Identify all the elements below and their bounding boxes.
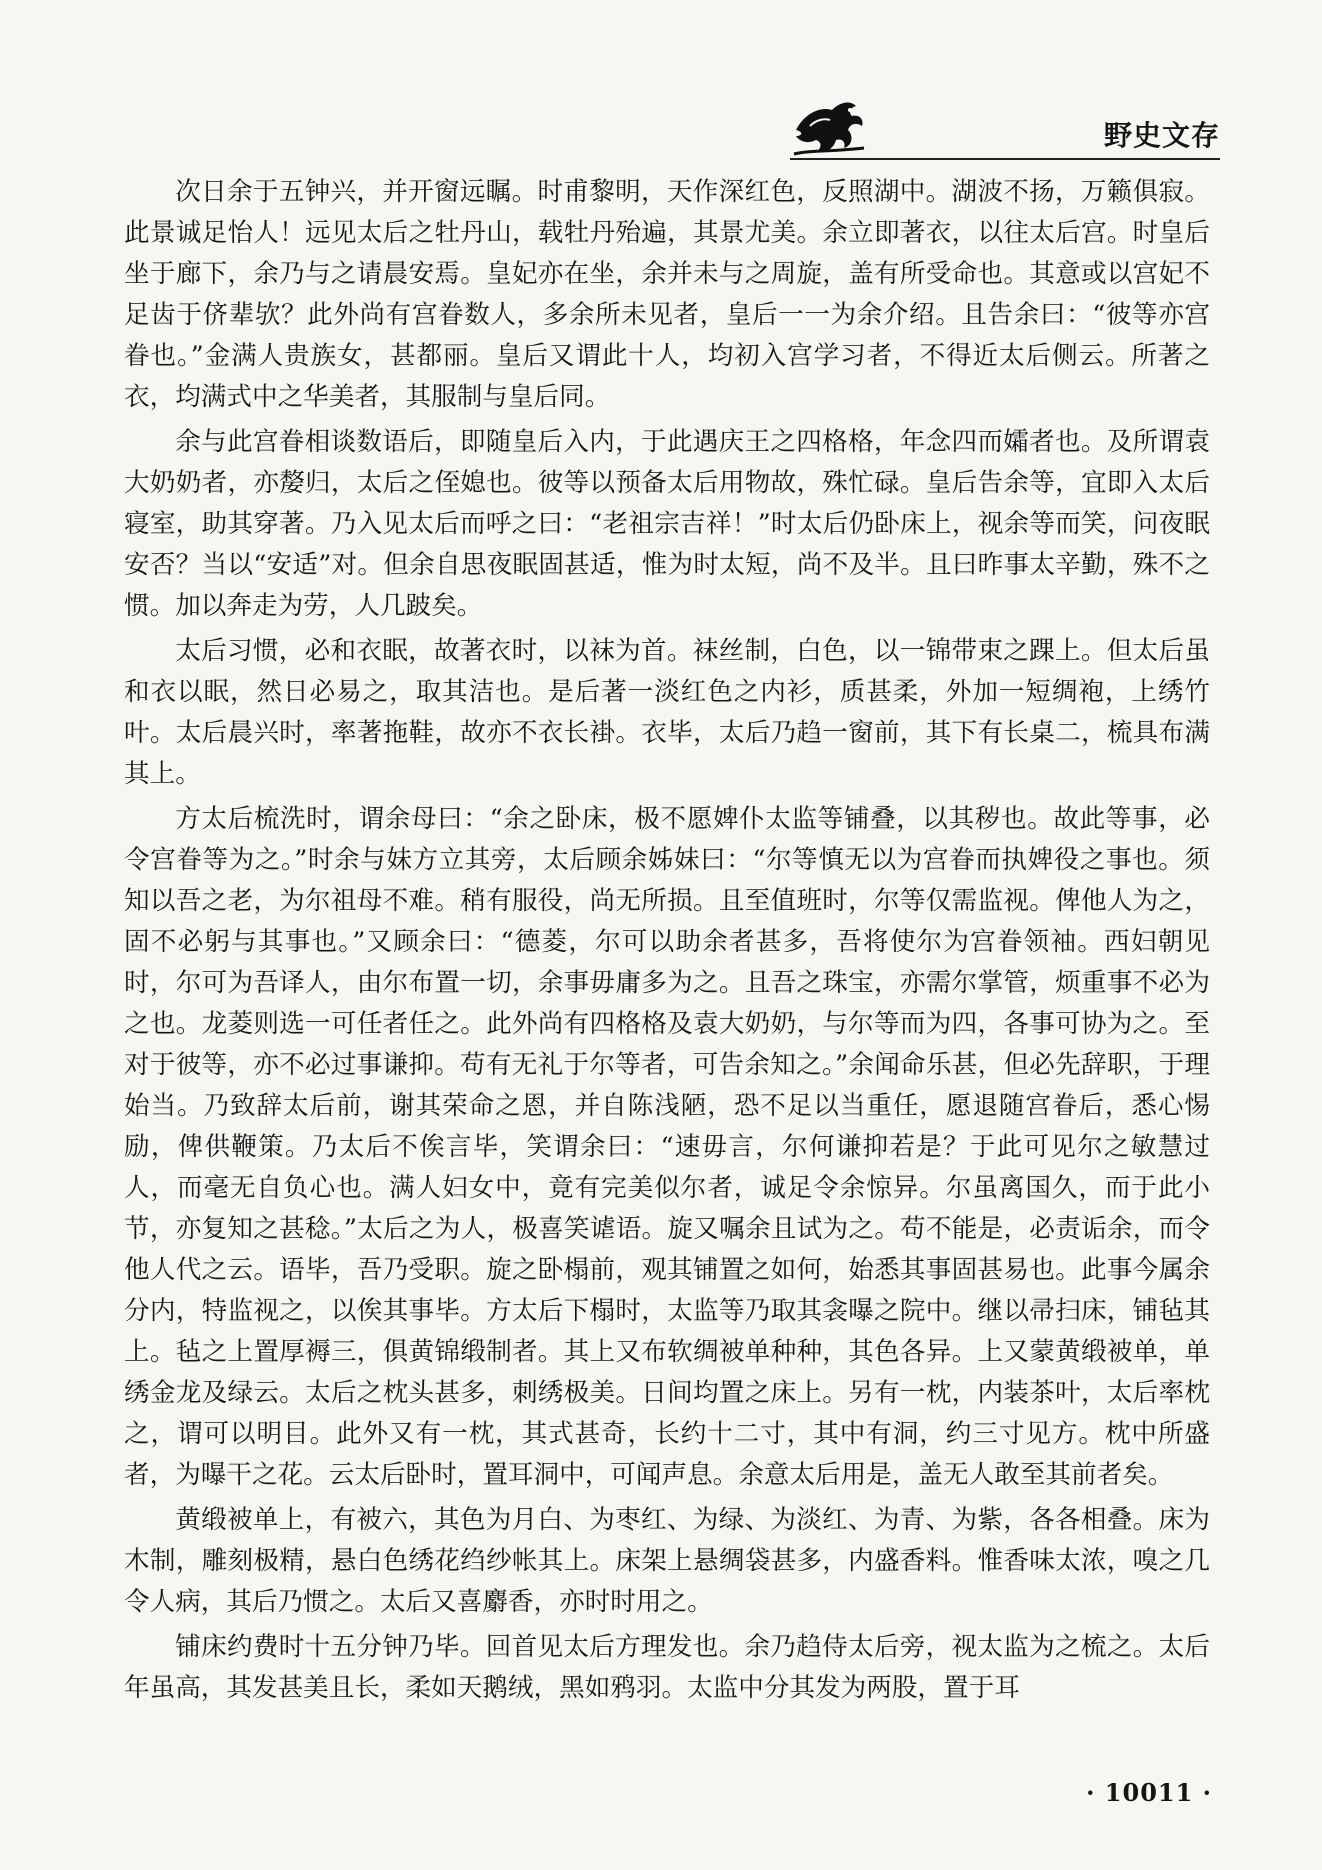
paragraph: 黄缎被单上，有被六，其色为月白、为枣红、为绿、为淡红、为青、为紫，各各相叠。床为木制，雕刻极精，悬白色绣花绉纱帐其上。床架上悬绸袋甚多，内盛香料。惟香味太浓，嗅之几令人病，其后乃惯之。太后又喜麝香，亦时时用之。	[124, 1505, 1210, 1617]
paragraph: 方太后梳洗时，谓余母曰：“余之卧床，极不愿婢仆太监等铺叠，以其秽也。故此等事，必令宫眷等为之。”时余与妹方立其旁，太后顾余姊妹曰：“尔等慎无以为宫眷而执婢役之事也。须知以吾之老，为尔祖母不难。稍有服役，尚无所损。且至值班时，尔等仅需监视。俾他人为之，固不必躬与其事也。”又顾余曰：“德菱，尔可以助余者甚多，吾将使尔为宫眷领袖。西妇朝见时，尔可为吾译人，由尔布置一切，余事毋庸多为之。且吾之珠宝，亦需尔掌管，烦重事不必为之也。龙菱则选一可任者任之。此外尚有四格格及袁大奶奶，与尔等而为四，各事可协为之。至对于彼等，亦不必过事谦抑。苟有无礼于尔等者，可告余知之。”余闻命乐甚，但必先辞职，于理始当。乃致辞太后前，谢其荣命之恩，并自陈浅陋，恐不足以当重任，愿退随宫眷后，悉心惕励，俾供鞭策。乃太后不俟言毕，笑谓余曰：“速毋言，尔何谦抑若是？于此可见尔之敏慧过人，而毫无自负心也。满人妇女中，竟有完美似尔者，诚足令余惊异。尔虽离国久，而于此小节，亦复知之甚稔。”太后之为人，极喜笑谑语。旋又嘱余且试为之。苟不能是，必责诟余，而令他人代之云。语毕，吾乃受职。旋之卧榻前，观其铺置之如何，始悉其事固甚易也。此事今属余分内，特监视之，以俟其事毕。方太后下榻时，太监等乃取其衾曝之院中。继以帚扫床，铺毡其上。毡之上置厚褥三，俱黄锦缎制者。其上又布软绸被单种种，其色各异。上又蒙黄缎被单，单绣金龙及绿云。太后之枕头甚多，刺绣极美。日间均置之床上。另有一枕，内装茶叶，太后率枕之，谓可以明目。此外又有一枕，其式甚奇，长约十二寸，其中有洞，约三寸见方。枕中所盛者，为曝干之花。云太后卧时，置耳洞中，可闻声息。余意太后用是，盖无人敢至其前者矣。	[124, 804, 1210, 1490]
running-header	[790, 96, 1220, 160]
paragraph: 次日余于五钟兴，并开窗远瞩。时甫黎明，天作深红色，反照湖中。湖波不扬，万籁俱寂。此景诚足怡人！远见太后之牡丹山，载牡丹殆遍，其景尤美。余立即著衣，以往太后宫。时皇后坐于廊下，余乃与之请晨安焉。皇妃亦在坐，余并未与之周旋，盖有所受命也。其意或以宫妃不足齿于侪辈欤？此外尚有宫眷数人，多余所未见者，皇后一一为余介绍。且告余曰：“彼等亦宫眷也。”金满人贵族女，甚都丽。皇后又谓此十人，均初入宫学习者，不得近太后侧云。所著之衣，均满式中之华美者，其服制与皇后同。	[124, 177, 1210, 412]
paragraph: 铺床约费时十五分钟乃毕。回首见太后方理发也。余乃趋侍太后旁，视太监为之梳之。太后年虽高，其发甚美且长，柔如天鹅绒，黑如鸦羽。太监中分其发为两股，置于耳	[124, 1632, 1210, 1703]
series-title: 野史文存	[1103, 119, 1220, 152]
paragraph: 余与此宫眷相谈数语后，即随皇后入内，于此遇庆王之四格格，年念四而孀者也。及所谓袁大奶奶者，亦嫠归，太后之侄媳也。彼等以预备太后用物故，殊忙碌。皇后告余等，宜即入太后寝室，助其穿著。乃入见太后而呼之曰：“老祖宗吉祥！”时太后仍卧床上，视余等而笑，问夜眠安否？当以“安适”对。但余自思夜眠固甚适，惟为时太短，尚不及半。且曰昨事太辛勤，殊不之惯。加以奔走为劳，人几跛矣。	[124, 427, 1210, 621]
paragraph: 太后习惯，必和衣眠，故著衣时，以袜为首。袜丝制，白色，以一锦带束之踝上。但太后虽和衣以眠，然日必易之，取其洁也。是后著一淡红色之内衫，质甚柔，外加一短绸袍，上绣竹叶。太后晨兴时，率著拖鞋，故亦不衣长褂。衣毕，太后乃趋一窗前，其下有长桌二，梳具布满其上。	[124, 636, 1210, 789]
body-text	[124, 172, 1210, 1713]
header-rule	[790, 158, 1220, 160]
page-number: · 10011 ·	[1086, 1778, 1212, 1807]
dragon-emblem-icon	[790, 96, 868, 158]
